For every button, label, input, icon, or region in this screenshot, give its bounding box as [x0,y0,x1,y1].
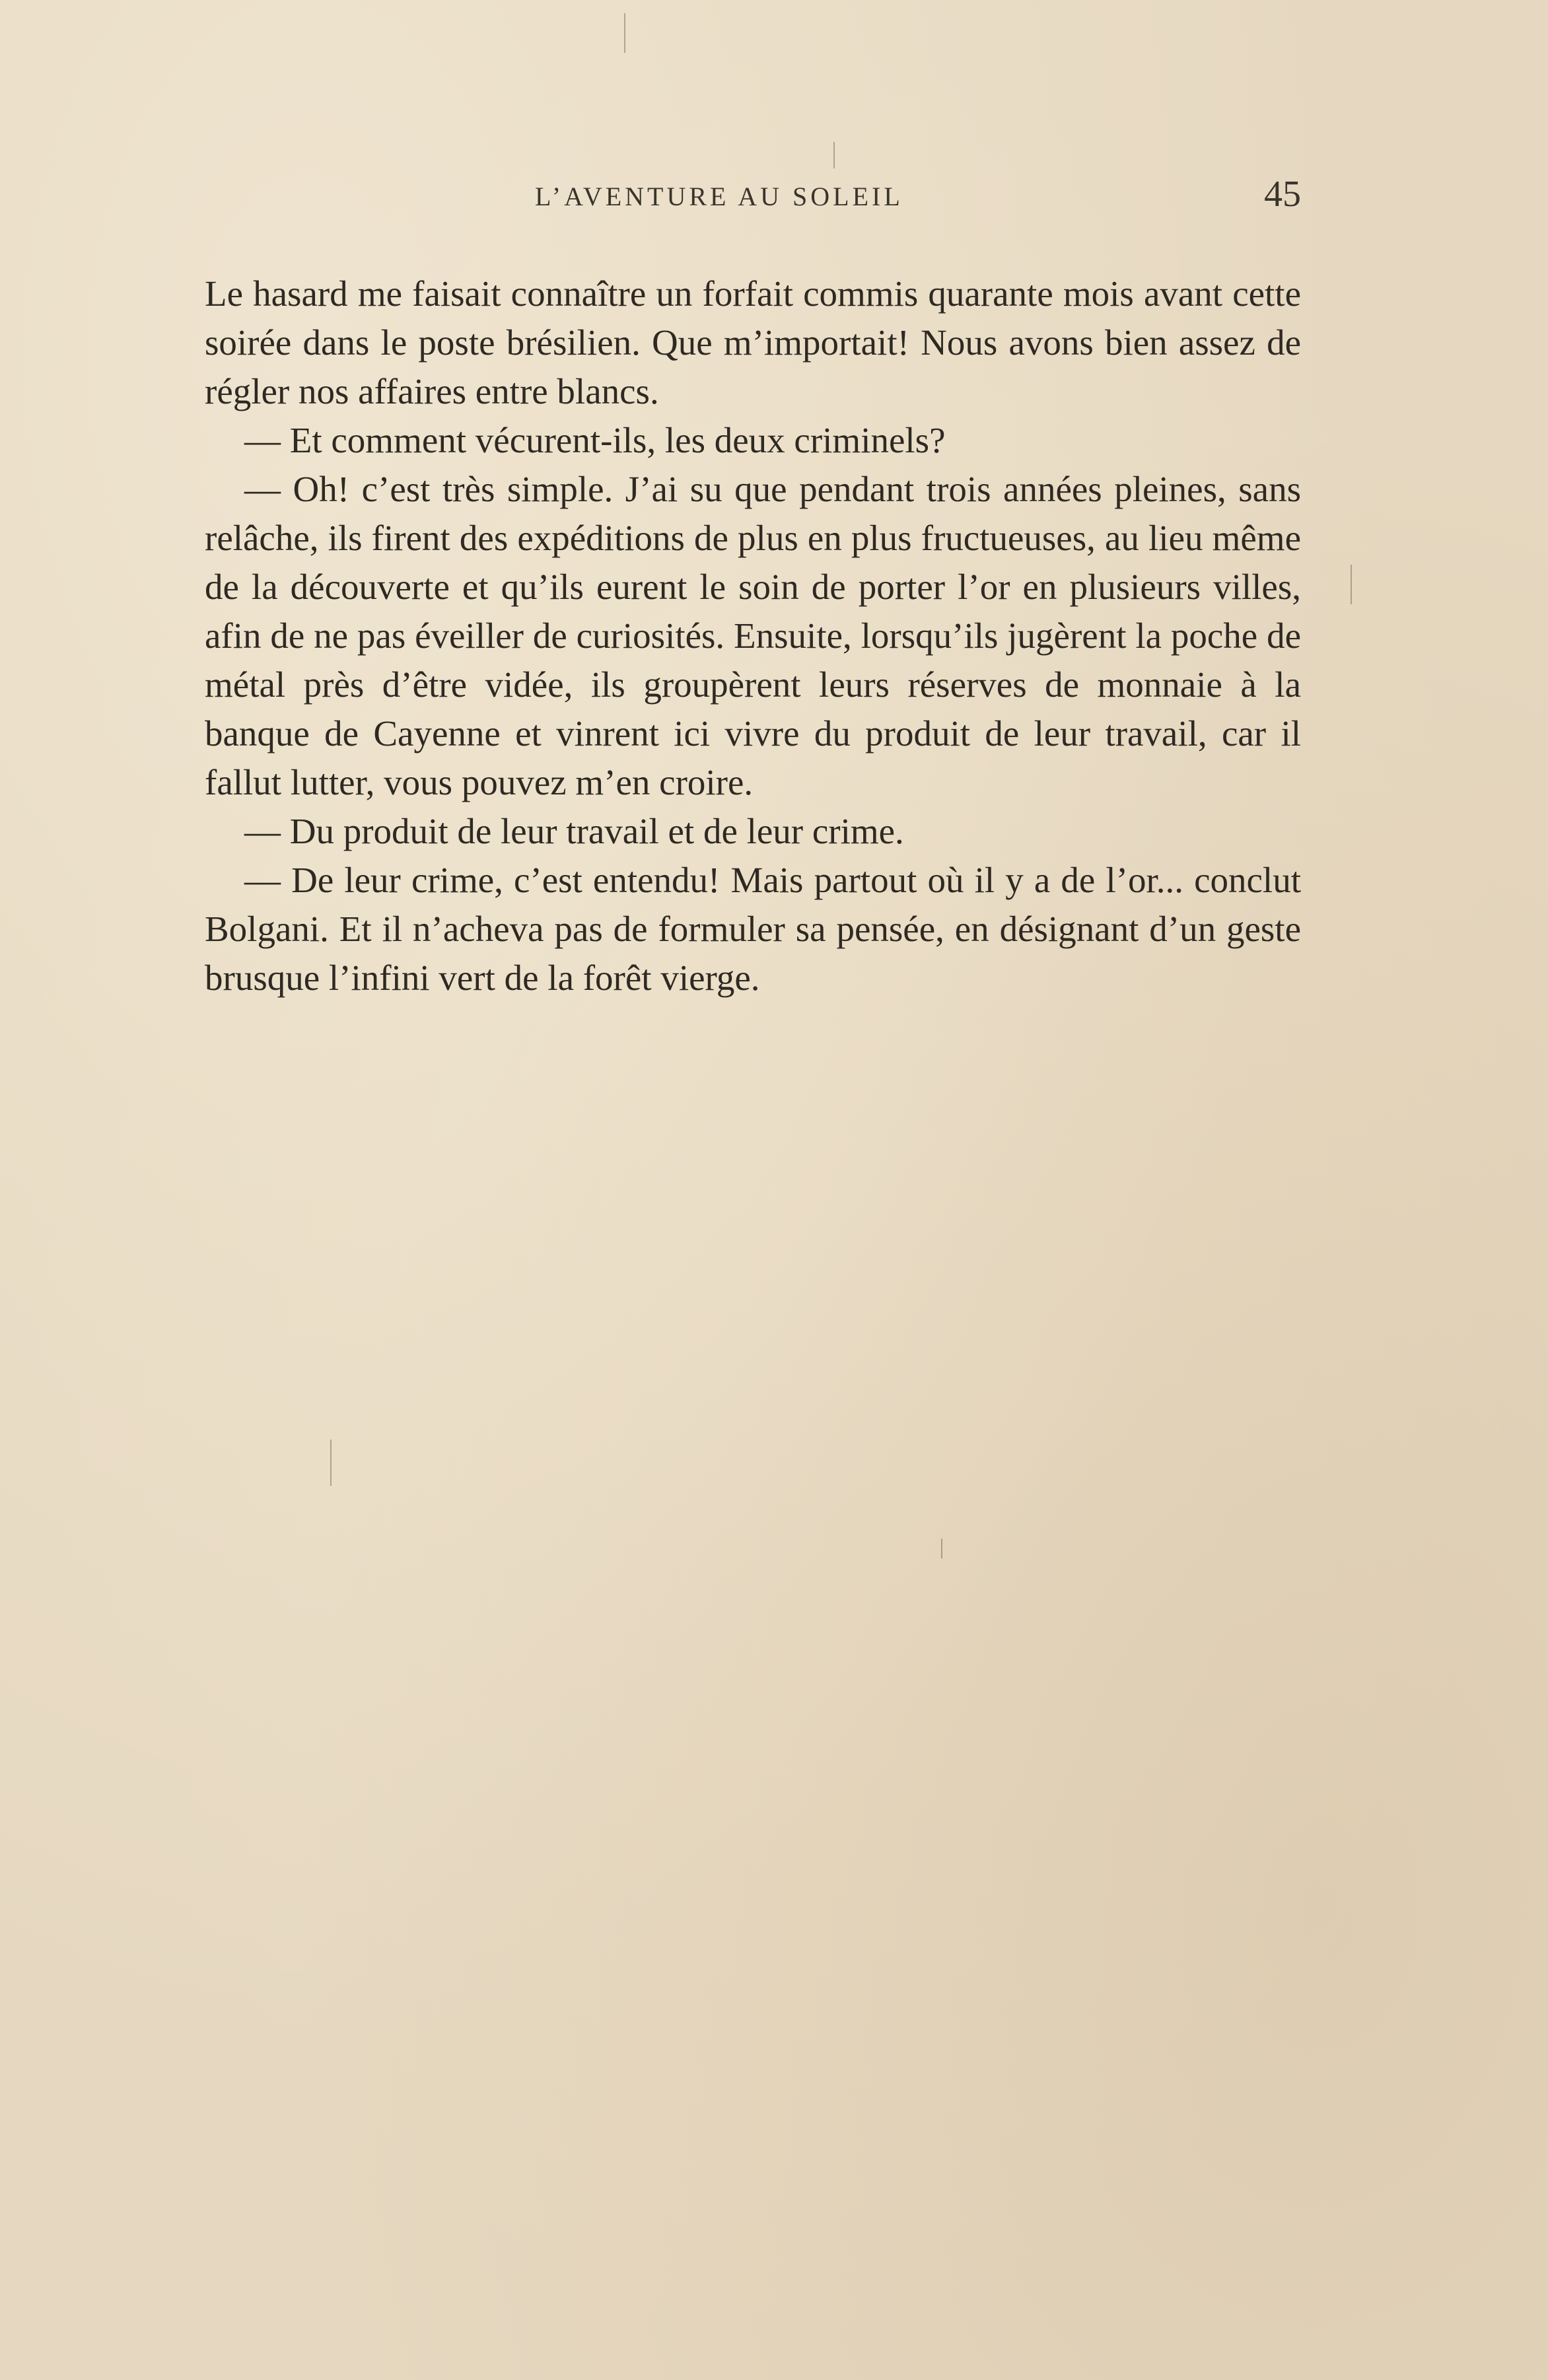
running-title: L’AVENTURE AU SOLEIL [535,182,903,211]
paragraph: — Et comment vécurent-ils, les deux criminels? [244,420,946,460]
paragraph: — Oh! c’est très simple. J’ai su que pendant trois années pleines, sans relâche, ils firent des expéditions de plus en plus fructueuses, au lieu même de la découverte et qu’ils eurent le soin de porter l’or en plusieurs villes, afin de ne pas éveiller de curiosités. Ensuite, lorsqu’ils jugèrent la poche de métal près d’être vidée, ils groupèrent leurs réserves de monnaie à la banque de Cayenne et vinrent ici vivre du produit de leur travail, car il fallut lutter, vous pouvez m’en croire. [205,469,1301,802]
paragraph: — Du produit de leur travail et de leur crime. [244,811,904,851]
paragraph: Le hasard me faisait connaître un forfait commis quarante mois avant cette soirée dans le poste brésilien. Que m’importait! Nous avons bien assez de régler nos affaires entre blancs. [205,273,1301,411]
page-number: 45 [1264,174,1301,215]
paper-mark [330,1440,332,1486]
paper-mark [624,13,625,53]
paper-mark [833,142,835,168]
paper-mark [1351,565,1352,604]
body-text [205,269,1301,1002]
paper-mark [941,1539,942,1558]
page-header [205,173,1301,226]
paragraph: — De leur crime, c’est entendu! Mais partout où il y a de l’or... conclut Bolgani. Et il n’acheva pas de formuler sa pensée, en désignant d’un geste brusque l’infini vert de la forêt vierge. [205,860,1301,998]
